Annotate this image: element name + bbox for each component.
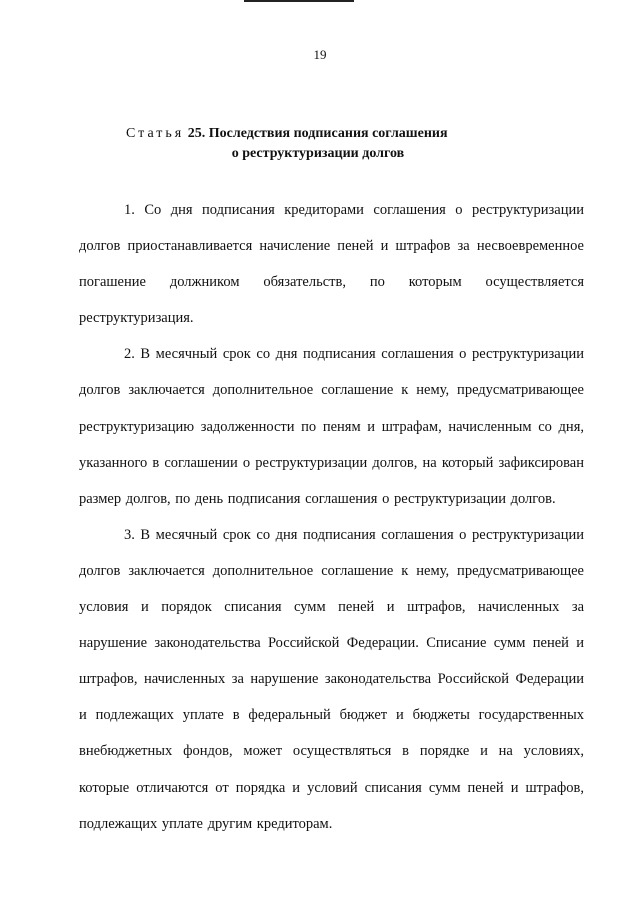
paragraph-3: 3. В месячный срок со дня подписания соглашения о реструктуризации долгов заключается дополнительное соглашение к нему, предусматривающее условия и порядок списания сумм пеней и штрафов, начисленных за нарушение законодательства Российской Федерации. Списание сумм пеней и штрафов, начисленных за нарушение законодательства Российской Федерации и подлежащих уплате в федеральный бюджет и бюджеты государственных внебюджетных фондов, может осуществляться в порядке и на условиях, которые отличаются от порядка и условий списания сумм пеней и штрафов, подлежащих уплате другим кредиторам. xyxy=(79,526,584,832)
article-heading-line-1 xyxy=(0,124,640,144)
article-body xyxy=(79,192,584,842)
article-heading xyxy=(0,124,640,164)
paragraph-2: 2. В месячный срок со дня подписания соглашения о реструктуризации долгов заключается дополнительное соглашение к нему, предусматривающее реструктуризацию задолженности по пеням и штрафам, начисленным со дня, указанного в соглашении о реструктуризации долгов, на который зафиксирован размер долгов, по день подписания соглашения о реструктуризации долгов. xyxy=(79,346,584,507)
page-number: 19 xyxy=(313,47,327,62)
article-label: Статья xyxy=(126,126,185,141)
article-number-title: 25. Последствия подписания соглашения xyxy=(187,126,448,141)
article-heading-line-2: о реструктуризации долгов xyxy=(231,146,405,161)
top-divider-line xyxy=(244,0,354,2)
paragraph-1: 1. Со дня подписания кредиторами соглашения о реструктуризации долгов приостанавливается начисление пеней и штрафов за несвоевременное погашение должником обязательств, по которым осуществляется реструктуризация. xyxy=(79,202,584,327)
